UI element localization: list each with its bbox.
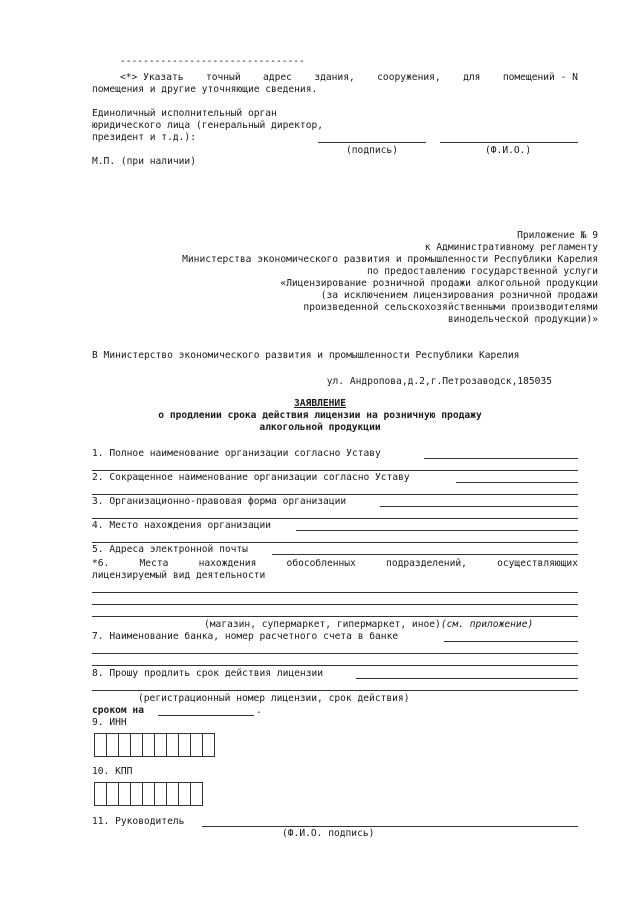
fio-line[interactable]	[440, 142, 578, 143]
field-6-label	[92, 558, 578, 570]
field-2-input-extra[interactable]	[92, 494, 578, 495]
footnote-word: <*> Указать	[120, 72, 184, 83]
field-6-word: Места	[139, 558, 169, 569]
document-subtitle-1: о продлении срока действия лицензии на розничную продажу	[158, 410, 482, 421]
fio-caption: (Ф.И.О.)	[485, 145, 532, 156]
field-6-note: (см. приложение)	[440, 619, 534, 630]
field-5-input[interactable]	[272, 554, 578, 555]
term-label: сроком на	[92, 705, 144, 716]
field-4-input[interactable]	[296, 530, 578, 531]
footnote-word: точный	[205, 72, 241, 83]
signature-caption: (подпись)	[346, 145, 398, 156]
field-7-input-extra-2[interactable]	[92, 665, 578, 666]
field-3-input[interactable]	[380, 506, 578, 507]
field-11-caption: (Ф.И.О. подпись)	[282, 828, 375, 839]
field-8-input[interactable]	[356, 678, 578, 679]
footnote-line-2: помещения и другие уточняющие сведения.	[92, 84, 318, 95]
field-8-input-extra[interactable]	[92, 690, 578, 691]
field-4-input-extra[interactable]	[92, 542, 578, 543]
field-6-word: обособленных	[286, 558, 356, 569]
field-11-label: 11. Руководитель	[92, 816, 185, 827]
field-11-input[interactable]	[202, 826, 578, 827]
appendix-line-1: Приложение № 9	[517, 230, 598, 241]
field-9-label: 9. ИНН	[92, 717, 127, 728]
field-2-label: 2. Сокращенное наименование организации согласно Уставу	[92, 472, 410, 483]
field-3-input-extra[interactable]	[92, 518, 578, 519]
footnote-word: для	[463, 72, 481, 83]
field-3-label: 3. Организационно-правовая форма организации	[92, 496, 347, 507]
field-1-input[interactable]	[424, 458, 578, 459]
field-4-label: 4. Место нахождения организации	[92, 520, 272, 531]
field-6-word: подразделений,	[386, 558, 467, 569]
appendix-line-7: произведенной сельскохозяйственными производителями	[303, 302, 598, 313]
appendix-line-2: к Административному регламенту	[424, 242, 598, 253]
field-8-label: 8. Прошу продлить срок действия лицензии	[92, 668, 324, 679]
appendix-line-5: «Лицензирование розничной продажи алкогольной продукции	[280, 278, 598, 289]
footnote-word: здания,	[314, 72, 355, 83]
field-7-input[interactable]	[444, 641, 578, 642]
field-5-label: 5. Адреса электронной почты	[92, 544, 248, 555]
document-subtitle-2: алкогольной продукции	[259, 422, 381, 433]
appendix-line-6: (за исключением лицензирования розничной продажи	[320, 290, 598, 301]
field-6-label-line-2: лицензируемый вид деятельности	[92, 570, 266, 581]
field-6-word: *6.	[92, 558, 110, 569]
term-input[interactable]	[158, 715, 254, 716]
kpp-digit-box[interactable]	[190, 782, 203, 806]
org-label-line-1: Единоличный исполнительный орган	[92, 108, 277, 119]
signature-line[interactable]	[318, 142, 426, 143]
footnote-word: помещений - N	[502, 72, 578, 83]
inn-digit-box[interactable]	[202, 733, 215, 757]
term-period: .	[256, 705, 262, 716]
org-label-line-3: президент и т.д.):	[92, 132, 196, 143]
kpp-boxes[interactable]	[94, 782, 202, 806]
appendix-line-8: винодельческой продукции)»	[447, 314, 598, 325]
field-10-label: 10. КПП	[92, 766, 133, 777]
org-label-line-2: юридического лица (генеральный директор,	[92, 120, 324, 131]
stamp-label: М.П. (при наличии)	[92, 156, 196, 167]
footnote-line-1	[120, 72, 578, 84]
field-6-word: нахождения	[198, 558, 257, 569]
field-8-caption: (регистрационный номер лицензии, срок действия)	[138, 693, 410, 704]
field-6-word: осуществляющих	[497, 558, 578, 569]
field-7-label: 7. Наименование банка, номер расчетного счета в банке	[92, 631, 399, 642]
appendix-line-3: Министерства экономического развития и промышленности Республики Карелия	[182, 254, 598, 265]
field-6-input-3[interactable]	[92, 616, 578, 617]
footnote-separator: --------------------------------	[120, 56, 305, 67]
recipient-ministry: В Министерство экономического развития и промышленности Республики Карелия	[92, 350, 520, 361]
field-6-caption	[204, 619, 533, 631]
inn-boxes[interactable]	[94, 733, 214, 757]
appendix-line-4: по предоставлению государственной услуги	[366, 266, 598, 277]
field-6-input-1[interactable]	[92, 592, 578, 593]
field-2-input[interactable]	[456, 482, 578, 483]
recipient-address: ул. Андропова,д.2,г.Петрозаводск,185035	[326, 376, 552, 387]
footnote-word: адрес	[263, 72, 292, 83]
field-1-input-extra[interactable]	[92, 470, 578, 471]
field-6-input-2[interactable]	[92, 604, 578, 605]
field-6-caption-text: (магазин, супермаркет, гипермаркет, иное)	[204, 619, 441, 630]
footnote-word: сооружения,	[377, 72, 441, 83]
field-7-input-extra-1[interactable]	[92, 653, 578, 654]
field-1-label: 1. Полное наименование организации согласно Уставу	[92, 448, 381, 459]
document-title: ЗАЯВЛЕНИЕ	[294, 398, 346, 409]
